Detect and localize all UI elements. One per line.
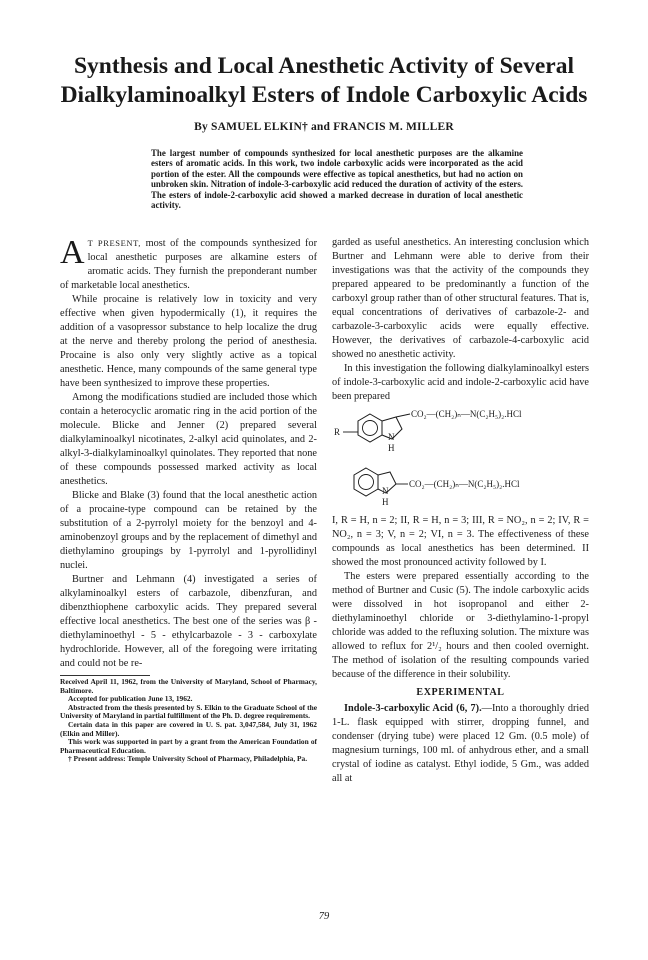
author-byline: By SAMUEL ELKIN† and FRANCIS M. MILLER	[194, 121, 454, 133]
intro-paragraph-4: Blicke and Blake (3) found that the local anesthetic action of a procaine-type compound can be retained by the substitution of a 2-pyrrolyl moiety for the benzoyl and 4-aminobenzoyl groups and by the replacement of dimethyl and diethylamino groupings by 1-pyrrolyl and 1-pyrollidinyl nuclei.	[60, 490, 317, 571]
intro-paragraph-1	[60, 236, 317, 293]
benzene-ring-2	[354, 468, 378, 496]
right-column	[332, 236, 589, 786]
ester-bond	[396, 414, 410, 417]
experimental-paragraph	[332, 702, 589, 786]
experimental-run-in-title: Indole-3-carboxylic Acid (6, 7).	[344, 703, 482, 714]
structure-n-2: N	[382, 486, 389, 496]
compound-list: I, R = H, n = 2; II, R = H, n = 3; III, R = NO₂, n = 2; IV, R = NO₂, n = 3; V, n = 2; VI, n = 3. The effectiveness of these compounds as local anesthetics has been determined. II showed the most pronounced activity followed by I.	[332, 515, 589, 568]
footnote-4: Certain data in this paper are covered in U. S. pat. 3,047,584, July 31, 1962 (Elkin and Miller).	[60, 719, 317, 738]
footnote-divider	[60, 675, 150, 676]
title-line-2: Dialkylaminoalkyl Esters of Indole Carboxylic Acids	[60, 82, 588, 108]
indole-2-ester-structure	[332, 462, 589, 510]
intro-paragraph-5: Burtner and Lehmann (4) investigated a series of alkylaminoalkyl esters of carbazole, dibenzfuran, and dibenzthiophene carboxylic acids. They prepared several effective local anesthetics. The best one of the series was β - diethylaminoethyl - 5 - ethylcarbazole - 3 - carboxylate hydrochloride. However, all of the foregoing were irritating and could not be re-	[60, 574, 317, 669]
page-number: 79	[318, 911, 330, 922]
aromatic-circle	[363, 421, 378, 436]
footnote-3: Abstracted from the thesis presented by S. Elkin to the Graduate School of the University of Maryland in partial fulfillment of the Ph. D. degree requirements.	[60, 702, 317, 721]
section-heading-experimental: EXPERIMENTAL	[416, 687, 505, 698]
aromatic-circle-2	[359, 475, 374, 490]
structure-n: N	[388, 432, 395, 442]
footnote-5: This work was supported in part by a grant from the American Foundation of Pharmaceutical Education.	[60, 737, 317, 755]
indole-3-ester-structure	[332, 408, 589, 458]
article-title	[40, 52, 608, 110]
footnote-1: Received April 11, 1962, from the University of Maryland, School of Pharmacy, Baltimore.	[60, 677, 317, 695]
drop-cap: A	[60, 234, 85, 271]
footnote-6: † Present address: Temple University School of Pharmacy, Philadelphia, Pa.	[68, 754, 308, 764]
intro-paragraph-3: Among the modifications studied are included those which contain a heterocyclic aromatic ring in the acid portion of the molecule. Blicke and Jenner (2) prepared several dialkylaminoalkyl nicotinates, 2-alkyl acid quinolates, and 2-alkyl-3-dialkylaminoalkyl quinolates. They reported that none of these compounds possessed marked activity as local anesthetics.	[60, 392, 317, 487]
ester-chain: CO₂—(CH₂)ₙ—N(C₂H₅)₂.HCl	[411, 409, 522, 419]
right-paragraph-1: garded as useful anesthetics. An interesting conclusion which Burtner and Lehmann were able to derive from their investigations was that the activity of the compounds they prepared appeared to be predominantly a function of the carboxyl group rather than of other structural features. That is, equal concentrations of derivatives of carbazole-2- and carbazole-3-carboxylic acids were equally effective. However, the derivatives of carbazole-4-carboxylic acid showed no anesthetic activity.	[332, 237, 589, 360]
left-column	[60, 236, 317, 764]
intro-paragraph-2: While procaine is relatively low in toxicity and very effective when given hypodermically (1), it requires the addition of a vasopressor substance to help localize the drug at the nerve and thereby prolong the period of anesthesia. Procaine is also only very slightly active as a topical anesthetic. Hence, many compounds of the same general type have been synthesized to improve these properties.	[60, 294, 317, 389]
experimental-text: —Into a thoroughly dried 1-L. flask equipped with stirrer, dropping funnel, and condenser (drying tube) were placed 12 Gm. (0.5 mole) of magnesium turnings, 100 ml. of anhydrous ether, and a small crystal of iodine as catalyst. Ethyl iodide, 5 Gm., was added all at	[332, 703, 589, 784]
structure-r-group: R	[334, 427, 341, 437]
benzene-ring	[358, 414, 382, 442]
right-paragraph-4: The esters were prepared essentially according to the method of Burtner and Cusic (5). The indole carboxylic acids were dissolved in hot isopropanol and either 2-diethylaminoethyl chloride or 3-diethylamino-1-propyl chloride was added to the refluxing solution. The mixture was allowed to reflux for 2¹/₂ hours and then cooled overnight. The method of isolation of the resulting compounds varied because of the difference in their solubility.	[332, 571, 589, 680]
footnote-2: Accepted for publication June 13, 1962.	[68, 694, 193, 704]
title-line-1: Synthesis and Local Anesthetic Activity of Several	[73, 53, 575, 79]
abstract: The largest number of compounds synthesized for local anesthetic purposes are the alkamine esters of aromatic acids. In this work, two indole carboxylic acids were incorporated as the acid portion of the ester. All the compounds were effective as topical anesthetics, but had no action on unbroken skin. Nitration of indole-3-carboxylic acid reduced the duration of activity of the esters. The esters of indole-2-carboxylic acid showed a marked decrease in duration of local anesthetic activity.	[151, 148, 523, 211]
ester-chain-2: CO₂—(CH₂)ₙ—N(C₂H₅)₂.HCl	[409, 479, 520, 489]
structure-h: H	[388, 443, 395, 453]
structure-h-2: H	[382, 497, 389, 507]
intro-p1-text: most of the compounds synthesized for local anesthetic purposes are alkamine esters of aromatic acids. They furnish the preponderant number of marketable local anesthetics.	[60, 238, 317, 291]
right-paragraph-2: In this investigation the following dialkylaminoalkyl esters of indole-3-carboxylic acid and indole-2-carboxylic acid have been prepared	[332, 363, 589, 402]
intro-small-caps: T PRESENT,	[87, 238, 142, 248]
